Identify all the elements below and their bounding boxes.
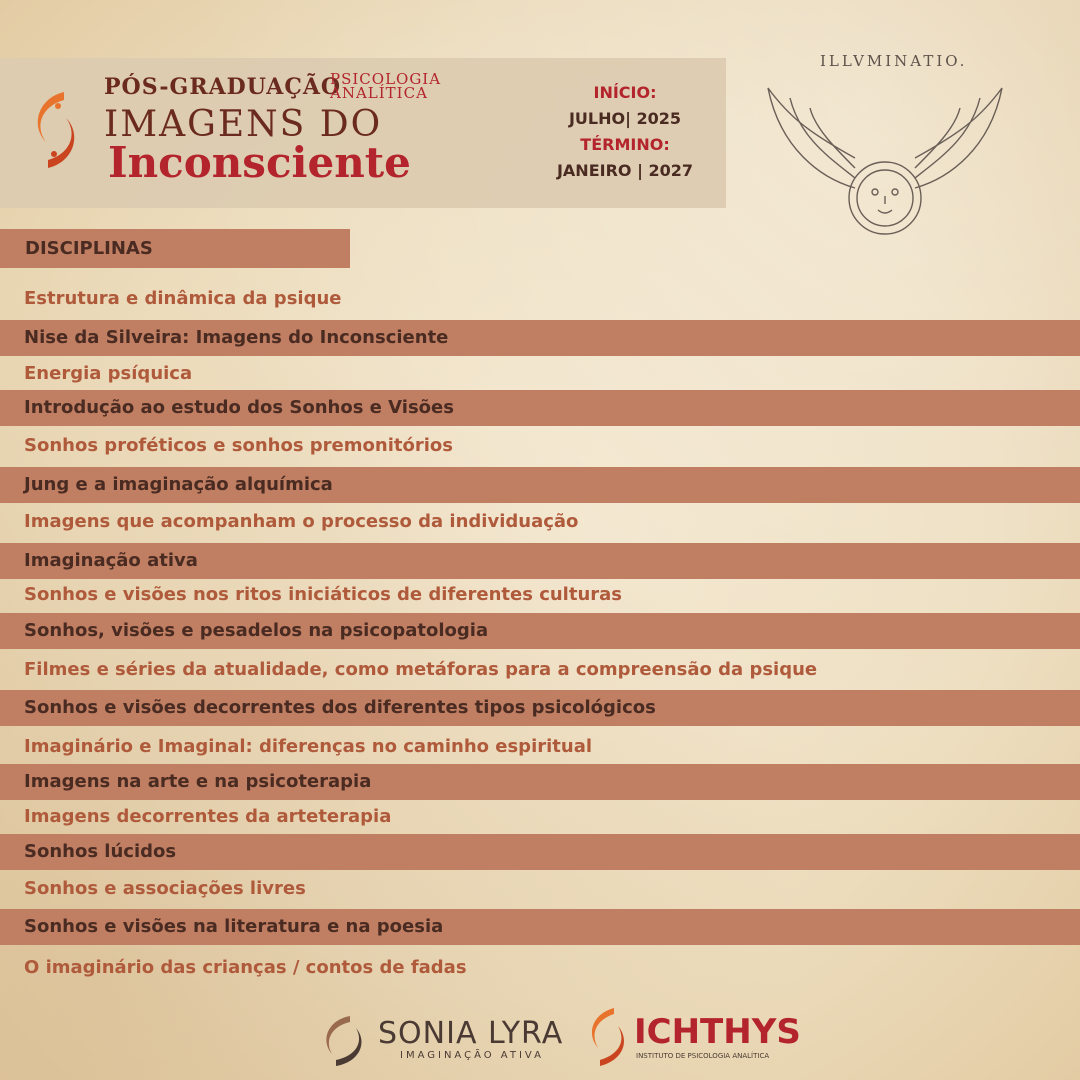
ichthys-name: ICHTHYS <box>634 1012 801 1052</box>
disciplina-item: Sonhos e associações livres <box>24 878 306 899</box>
termino-label: TÉRMINO: <box>580 135 670 154</box>
ichthys-subtitle: INSTITUTO DE PSICOLOGIA ANALÍTICA <box>636 1052 770 1060</box>
disciplina-item: Sonhos e visões na literatura e na poesia <box>0 909 1080 945</box>
termino-value: JANEIRO | 2027 <box>556 161 694 180</box>
disciplina-item: Imagens que acompanham o processo da individuação <box>24 511 579 532</box>
disciplina-item: Filmes e séries da atualidade, como metáforas para a compreensão da psique <box>24 659 818 680</box>
title-inconsciente: Inconsciente <box>108 138 411 187</box>
disciplina-item: Imaginação ativa <box>0 543 1080 579</box>
sonia-lyra-name: SONIA LYRA <box>378 1016 564 1051</box>
disciplina-item: Sonhos proféticos e sonhos premonitórios <box>24 435 453 456</box>
psicologia-analitica-label <box>330 72 441 100</box>
psicologia-line: PSICOLOGIA <box>330 70 442 88</box>
disciplina-item: Sonhos lúcidos <box>0 834 1080 870</box>
emblem-title: ILLVMINATIO. <box>820 52 968 70</box>
disciplina-item: Estrutura e dinâmica da psique <box>24 288 342 309</box>
title-imagens-do: IMAGENS DO <box>104 104 383 145</box>
inicio-value: JULHO| 2025 <box>568 109 682 128</box>
disciplina-item: Sonhos e visões decorrentes dos diferentes tipos psicológicos <box>0 690 1080 726</box>
disciplina-item: Imaginário e Imaginal: diferenças no caminho espiritual <box>24 736 593 757</box>
disciplina-item: O imaginário das crianças / contos de fadas <box>24 957 467 978</box>
disciplina-item: Nise da Silveira: Imagens do Inconsciente <box>0 320 1080 356</box>
disciplina-item: Imagens decorrentes da arteterapia <box>24 806 392 827</box>
analitica-line: ANALÍTICA <box>330 84 428 102</box>
sonia-lyra-subtitle: IMAGINAÇÃO ATIVA <box>400 1050 544 1061</box>
disciplinas-header: DISCIPLINAS <box>0 229 350 268</box>
fish-logo-icon <box>24 86 88 174</box>
course-dates <box>540 80 710 184</box>
inicio-label: INÍCIO: <box>593 83 657 102</box>
ichthys-logo-icon <box>582 1004 632 1070</box>
disciplina-item: Sonhos e visões nos ritos iniciáticos de diferentes culturas <box>24 584 622 605</box>
disciplina-item: Energia psíquica <box>24 363 193 384</box>
sonia-lyra-logo-icon <box>316 1010 372 1070</box>
disciplina-item: Sonhos, visões e pesadelos na psicopatologia <box>0 613 1080 649</box>
disciplina-item: Jung e a imaginação alquímica <box>0 467 1080 503</box>
disciplina-item: Imagens na arte e na psicoterapia <box>0 764 1080 800</box>
disciplina-item: Introdução ao estudo dos Sonhos e Visões <box>0 390 1080 426</box>
pos-graduacao-label: PÓS-GRADUAÇÃO <box>104 74 342 100</box>
